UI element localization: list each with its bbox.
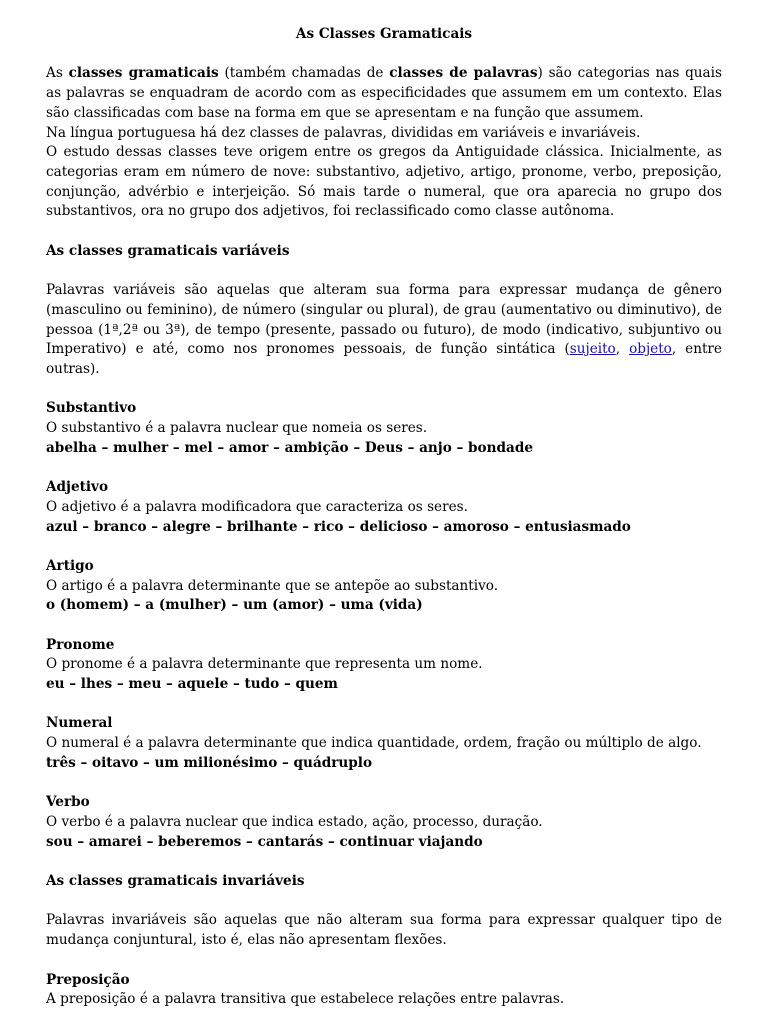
class-examples: abelha – mulher – mel – amor – ambição – Deus – anjo – bondade	[46, 439, 533, 456]
class-entry-artigo	[46, 557, 722, 616]
spacer	[46, 222, 722, 242]
link-sujeito[interactable]: sujeito	[569, 341, 616, 358]
class-definition: O substantivo é a palavra nuclear que nomeia os seres.	[46, 420, 428, 436]
class-name: Preposição	[46, 971, 130, 988]
link-objeto[interactable]: objeto	[629, 341, 672, 358]
variaveis-description	[46, 281, 722, 380]
class-name: Adjetivo	[46, 479, 109, 496]
section-heading-invariaveis: As classes gramaticais invariáveis	[46, 873, 305, 890]
intro-history-paragraph: O estudo dessas classes teve origem entre os gregos da Antiguidade clássica. Inicialmente, as categorias eram em número de nove: substantivo, adjetivo, artigo, pronome, verbo, preposição, conjunção, advérbio e interjeição. Só mais tarde o numeral, que ora aparecia no grupo dos substantivos, ora no grupo dos adjetivos, foi reclassificado como classe autônoma.	[46, 144, 722, 220]
spacer	[46, 695, 722, 715]
class-entry-adjetivo	[46, 478, 722, 537]
spacer	[46, 892, 722, 912]
class-definition: O adjetivo é a palavra modificadora que caracteriza os seres.	[46, 498, 468, 515]
invariaveis-description: Palavras invariáveis são aquelas que não alteram sua forma para expressar qualquer tipo de mudança conjuntural, isto é, elas não apresentam flexões.	[46, 912, 722, 949]
class-name: Pronome	[46, 636, 115, 653]
intro-text: As	[46, 65, 69, 82]
class-entry-preposicao	[46, 971, 722, 1010]
class-name: Verbo	[46, 794, 90, 811]
class-definition: O verbo é a palavra nuclear que indica estado, ação, processo, duração.	[46, 813, 543, 830]
intro-term-classes-de-palavras: classes de palavras	[389, 65, 538, 82]
class-entry-substantivo	[46, 399, 722, 458]
intro-text: (também chamadas de	[218, 65, 390, 82]
class-definition: O artigo é a palavra determinante que se antepõe ao substantivo.	[46, 577, 499, 594]
spacer	[46, 774, 722, 794]
spacer	[46, 951, 722, 971]
class-definition: O numeral é a palavra determinante que indica quantidade, ordem, fração ou múltiplo de algo.	[46, 735, 702, 752]
variaveis-text: , entre outras).	[46, 341, 722, 377]
spacer	[46, 458, 722, 478]
section-heading-variaveis: As classes gramaticais variáveis	[46, 242, 290, 259]
class-examples: azul – branco – alegre – brilhante – rico – delicioso – amoroso – entusiasmado	[46, 518, 631, 535]
intro-text: ) são categorias nas quais as palavras se enquadram de acordo com as especificidades que assumem em um contexto. Elas são classificadas com base na forma em que se apresentam e na função que assumem.	[46, 65, 722, 121]
spacer	[46, 380, 722, 400]
variaveis-text: ,	[615, 341, 630, 358]
variaveis-text: Palavras variáveis são aquelas que alteram sua forma para expressar mudança de gênero (masculino ou feminino), de número (singular ou plural), de grau (aumentativo ou diminutivo), de pessoa (1ª,2ª ou 3ª), de tempo (presente, passado ou futuro), de modo (indicativo, subjuntivo ou Imperativo) e até, como nos pronomes pessoais, de função sintática (	[46, 282, 722, 358]
class-entry-pronome	[46, 636, 722, 695]
class-examples: o (homem) – a (mulher) – um (amor) – uma (vida)	[46, 597, 423, 614]
class-definition: O pronome é a palavra determinante que representa um nome.	[46, 656, 483, 673]
intro-count-paragraph: Na língua portuguesa há dez classes de palavras, divididas em variáveis e invariáveis.	[46, 124, 641, 141]
class-definition: A preposição é a palavra transitiva que estabelece relações entre palavras.	[46, 991, 565, 1008]
class-name: Artigo	[46, 557, 94, 574]
class-entry-numeral	[46, 714, 722, 773]
class-examples: eu – lhes – meu – aquele – tudo – quem	[46, 676, 338, 693]
intro-term-classes-gramaticais: classes gramaticais	[68, 65, 219, 82]
intro-paragraph	[46, 64, 722, 123]
class-examples: sou – amarei – beberemos – cantarás – continuar viajando	[46, 833, 483, 850]
spacer	[46, 537, 722, 557]
spacer	[46, 616, 722, 636]
class-name: Substantivo	[46, 400, 137, 417]
class-name: Numeral	[46, 715, 113, 732]
spacer	[46, 852, 722, 872]
class-entry-verbo	[46, 793, 722, 852]
class-examples: três – oitavo – um milionésimo – quádruplo	[46, 754, 373, 771]
spacer	[46, 261, 722, 281]
page-title: As Classes Gramaticais	[295, 26, 473, 42]
document-content	[46, 25, 722, 1010]
